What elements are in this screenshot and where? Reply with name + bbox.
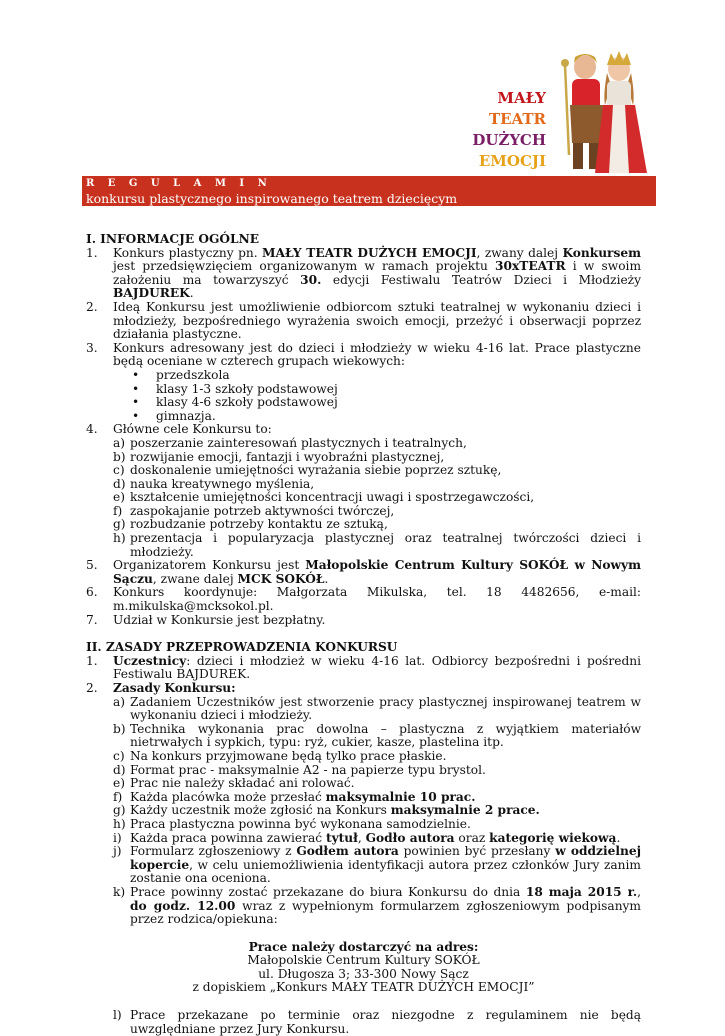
s2-item-1: 1. Uczestnicy: dzieci i młodzież w wieku 4-16 lat. Odbiorcy bezpośredni i pośredni Festiwalu BAJDUREK. (86, 653, 641, 682)
organizer-short: MCK SOKÓŁ (237, 571, 325, 586)
goal-text: poszerzanie zainteresowań plastycznych i teatralnych, (130, 435, 467, 450)
section-2-heading: II. ZASADY PRZEPROWADZENIA KONKURSU (86, 640, 398, 655)
goal-item: d) nauka kreatywnego myślenia, (113, 476, 315, 491)
age-group-label: klasy 4-6 szkoły podstawowej (156, 395, 338, 410)
text: Organizatorem Konkursu jest (113, 558, 306, 573)
text: , zwane dalej (152, 571, 238, 586)
rule-text: Praca plastyczna powinna być wykonana samodzielnie. (130, 816, 471, 831)
document-body (86, 233, 641, 1036)
rules-heading: Zasady Konkursu: (113, 681, 236, 695)
logo-line-3: DUŻYCH (472, 131, 546, 149)
rule-text: , (637, 884, 641, 899)
goal-item: h) prezentacja i popularyzacja plastycznej oraz teatralnej twórczości dzieci i młodzieży. (113, 531, 641, 559)
logo-line-4: EMOCJI (478, 152, 546, 170)
address-heading: Prace należy dostarczyć na adres: (248, 939, 479, 954)
goal-text: kształcenie umiejętności koncentracji uwagi i spostrzegawczości, (130, 490, 535, 505)
rule-d: d) Format prac - maksymalnie A2 - na papierze typu brystol. (113, 762, 486, 777)
section-1-heading: I. INFORMACJE OGÓLNE (86, 232, 260, 246)
rule-e: e) Prac nie należy składać ani rolować. (113, 776, 355, 791)
rule-text: Prac nie należy składać ani rolować. (130, 776, 355, 791)
text: Udział w Konkursie jest bezpłatny. (113, 612, 326, 627)
rule-h: h) Praca plastyczna powinna być wykonana samodzielnie. (113, 816, 471, 831)
rule-text: Prace przekazane po terminie oraz niezgodne z regulaminem nie będą uwzględniane przez Jury Konkursu. (130, 1008, 641, 1036)
text: Ideą Konkursu jest umożliwienie odbiorcom sztuki teatralnej w wykonaniu dzieci i młodzieży, bezpośredniego wyrażenia swoich emocji, przeżyć i obserwacji poprzez działania plastyczne. (113, 299, 641, 342)
age-group-item: • gimnazja. (132, 408, 216, 423)
rule-text: Każdy uczestnik może zgłosić na Konkurs (130, 803, 391, 818)
text: . (189, 286, 194, 301)
term: Uczestnicy (113, 653, 187, 668)
rule-text: powinien być przesłany (398, 844, 556, 859)
rule-emphasis: tytuł (325, 830, 358, 845)
s1-item-1: 1. Konkurs plastyczny pn. MAŁY TEATR DUŻYCH EMOCJI, zwany dalej Konkursem jest przedsięwzięciem organizowanym w ramach projektu 30xTEATR i w swoim założeniu ma towarzyszyć 30. edycji Festiwalu Teatrów Dzieci i Młodzieży BAJDUREK. (86, 245, 641, 301)
rule-emphasis: Godłem autora (296, 844, 399, 859)
rule-text: Prace powinny zostać przekazane do biura Konkursu do dnia (130, 884, 526, 899)
age-group-label: gimnazja. (156, 408, 216, 423)
goal-item: c) doskonalenie umiejętności wyrażania siebie poprzez sztukę, (113, 463, 502, 478)
rule-text: wraz z wypełnionym formularzem zgłoszeniowym podpisanym przez rodzica/opiekuna: (130, 898, 641, 927)
goal-text: prezentacja i popularyzacja plastycznej oraz teatralnej twórczości dzieci i młodzieży. (130, 531, 641, 559)
age-group-item: • klasy 1-3 szkoły podstawowej (132, 381, 338, 396)
text: jest przedsięwzięciem organizowanym w ramach projektu (113, 259, 496, 274)
rule-c: c) Na konkurs przyjmowane będą tylko prace płaskie. (113, 748, 447, 763)
project-name: 30xTEATR (495, 259, 566, 274)
s2-item-2: 2. Zasady Konkursu: (86, 681, 236, 695)
goal-text: rozbudzanie potrzeby kontaktu ze sztuką, (130, 517, 388, 532)
organizer-name: Małopolskie Centrum Kultury SOKÓŁ w Nowym Sączu (113, 558, 641, 586)
rule-text: Formularz zgłoszeniowy z (130, 844, 297, 859)
s1-item-5: 5. Organizatorem Konkursu jest Małopolskie Centrum Kultury SOKÓŁ w Nowym Sączu, zwane dalej MCK SOKÓŁ. (86, 558, 641, 586)
rule-text: Każda placówka może przesłać (130, 789, 326, 804)
address-line: z dopiskiem „Konkurs MAŁY TEATR DUŻYCH EMOCJI” (192, 980, 535, 995)
logo-text (460, 88, 546, 172)
rule-text: , w celu uniemożliwienia identyfikacji autora przez członków Jury zanim zostanie ona oceniona. (130, 857, 641, 886)
term: Konkursem (562, 245, 641, 260)
festival-logo (460, 45, 720, 175)
text: . (324, 571, 329, 586)
address-line: Małopolskie Centrum Kultury SOKÓŁ (247, 953, 480, 968)
goal-item: e) kształcenie umiejętności koncentracji uwagi i spostrzegawczości, (113, 490, 535, 505)
text: Konkurs adresowany jest do dzieci i młodzieży w wieku 4-16 lat. Prace plastyczne będą oceniane w czterech grupach wiekowych: (113, 340, 641, 369)
logo-line-2: TEATR (488, 110, 546, 128)
s1-item-2: 2. Ideą Konkursu jest umożliwienie odbiorcom sztuki teatralnej w wykonaniu dzieci i młodzieży, bezpośredniego wyrażenia swoich emocji, przeżyć i obserwacji poprzez działania plastyczne. (86, 299, 641, 342)
contest-name: MAŁY TEATR DUŻYCH EMOCJI (262, 245, 477, 260)
banner-title: R E G U L A M I N (86, 178, 272, 189)
banner-subtitle: konkursu plastycznego inspirowanego teatrem dziecięcym (86, 191, 458, 206)
contact-text: Konkurs koordynuje: Małgorzata Mikulska, tel. 18 4482656, e-mail: m.mikulska@mcksokol.pl. (113, 585, 641, 614)
goal-text: rozwijanie emocji, fantazji i wyobraźni plastycznej, (130, 449, 445, 464)
rule-emphasis: w oddzielnej kopercie (130, 844, 641, 872)
rule-i: i) Każda praca powinna zawierać tytuł, Godło autora oraz kategorię wiekową. (113, 830, 621, 845)
text: Główne cele Konkursu to: (113, 422, 272, 437)
rule-emphasis: maksymalnie 2 prace. (390, 803, 540, 818)
text: Konkurs plastyczny pn. (113, 245, 262, 260)
age-group-item: • przedszkola (132, 367, 230, 382)
s1-item-7: 7. Udział w Konkursie jest bezpłatny. (86, 612, 326, 627)
goal-item: f) zaspokajanie potrzeb aktywności twórczej, (113, 503, 395, 518)
s1-item-3: 3. Konkurs adresowany jest do dzieci i młodzieży w wieku 4-16 lat. Prace plastyczne będą oceniane w czterech grupach wiekowych: (86, 340, 641, 369)
rule-text: Każda praca powinna zawierać (130, 830, 326, 845)
text: edycji Festiwalu Teatrów Dzieci i Młodzieży (321, 272, 641, 287)
rule-text: . (616, 830, 621, 845)
rule-text: Format prac - maksymalnie A2 - na papierze typu brystol. (130, 762, 486, 777)
age-group-item: • klasy 4-6 szkoły podstawowej (132, 395, 338, 410)
address-line: ul. Długosza 3; 33-300 Nowy Sącz (258, 966, 469, 981)
rule-text: Technika wykonania prac dowolna – plastyczna z wyjątkiem materiałów nietrwałych i sypkich, typu: ryż, cukier, kasze, plastelina itp. (130, 721, 641, 750)
rule-b: b) Technika wykonania prac dowolna – plastyczna z wyjątkiem materiałów nietrwałych i sypkich, typu: ryż, cukier, kasze, plastelina itp. (113, 721, 641, 750)
s1-item-4: 4. Główne cele Konkursu to: (86, 422, 272, 437)
rule-g: g) Każdy uczestnik może zgłosić na Konkurs maksymalnie 2 prace. (113, 803, 540, 818)
goal-item: g) rozbudzanie potrzeby kontaktu ze sztuką, (113, 517, 388, 532)
goal-text: doskonalenie umiejętności wyrażania siebie poprzez sztukę, (130, 463, 502, 478)
s1-item-6: 6. Konkurs koordynuje: Małgorzata Mikulska, tel. 18 4482656, e-mail: m.mikulska@mcksokol.pl. (86, 585, 641, 614)
deadline-time: do godz. 12.00 (130, 898, 236, 913)
edition: 30. (300, 272, 322, 287)
age-group-label: klasy 1-3 szkoły podstawowej (156, 381, 338, 396)
goal-item: b) rozwijanie emocji, fantazji i wyobraźni plastycznej, (113, 449, 445, 464)
text: , zwany dalej (476, 245, 563, 260)
logo-line-1: MAŁY (497, 89, 546, 107)
rule-a: a) Zadaniem Uczestników jest stworzenie pracy plastycznej inspirowanej teatrem w wykonaniu dzieci i młodzieży. (113, 694, 641, 723)
rule-k: k) Prace powinny zostać przekazane do biura Konkursu do dnia 18 maja 2015 r., do godz. 12.00 wraz z wypełnionym formularzem zgłoszeniowym podpisanym przez rodzica/opiekuna: (113, 884, 641, 927)
deadline-date: 18 maja 2015 r. (525, 884, 638, 899)
festival-name: BAJDUREK (113, 286, 190, 301)
rule-text: Na konkurs przyjmowane będą tylko prace płaskie. (130, 748, 447, 763)
regulamin-banner (82, 176, 656, 206)
rule-emphasis: kategorię wiekową (489, 830, 617, 845)
goal-text: zaspokajanie potrzeb aktywności twórczej, (130, 503, 395, 518)
rule-f: f) Każda placówka może przesłać maksymalnie 10 prac. (113, 789, 476, 804)
rule-text: , (357, 830, 366, 845)
rule-j: j) Formularz zgłoszeniowy z Godłem autora powinien być przesłany w oddzielnej kopercie, w celu uniemożliwienia identyfikacji autora przez członków Jury zanim zostanie ona oceniona. (113, 844, 641, 886)
text: : dzieci i młodzież w wieku 4-16 lat. Odbiorcy bezpośredni i pośredni Festiwalu BAJDUREK. (113, 653, 641, 682)
goal-item: a) poszerzanie zainteresowań plastycznych i teatralnych, (113, 435, 467, 450)
age-group-label: przedszkola (156, 367, 230, 382)
address-block (86, 941, 641, 995)
children-costume-photo-icon (555, 45, 650, 175)
rule-emphasis: maksymalnie 10 prac. (325, 789, 476, 804)
rule-l: l) Prace przekazane po terminie oraz niezgodne z regulaminem nie będą uwzględniane przez Jury Konkursu. (113, 1008, 641, 1036)
rule-text: oraz (454, 830, 490, 845)
rule-emphasis: Godło autora (365, 830, 455, 845)
text: i w swoim założeniu ma towarzyszyć (113, 259, 641, 287)
rule-text: Zadaniem Uczestników jest stworzenie pracy plastycznej inspirowanej teatrem w wykonaniu dzieci i młodzieży. (130, 694, 641, 723)
goal-text: nauka kreatywnego myślenia, (130, 476, 315, 491)
